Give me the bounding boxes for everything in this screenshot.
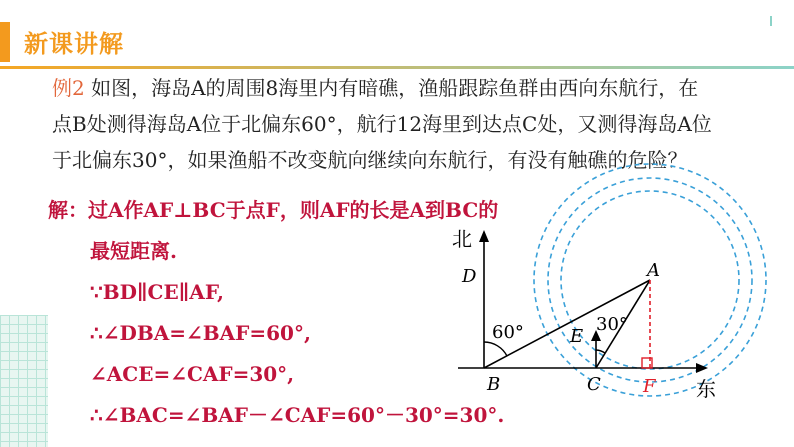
point-e-label: E bbox=[570, 326, 584, 347]
angle-60-label: 60° bbox=[492, 322, 524, 343]
point-a-label: A bbox=[647, 260, 660, 281]
section-title: 新课讲解 bbox=[24, 30, 124, 58]
solution-line-6: ∴∠BAC=∠BAF－∠CAF=60°－30°=30°. bbox=[90, 403, 505, 427]
point-f-label: F bbox=[643, 376, 656, 397]
north-label: 北 bbox=[452, 227, 472, 251]
point-d-label: D bbox=[462, 266, 477, 287]
problem-line-2: 点B处测得海岛A位于北偏东60°，航行12海里到达点C处，又测得海岛A位 bbox=[52, 112, 712, 136]
angle-30-label: 30° bbox=[596, 314, 628, 335]
point-c-label: C bbox=[587, 374, 601, 395]
solution-line-1: 解：过A作AF⊥BC于点F，则AF的长是A到BC的 bbox=[48, 198, 499, 222]
problem-label: 例2 bbox=[52, 76, 85, 100]
angle-arc-c bbox=[596, 350, 605, 353]
problem-text-1: 如图，海岛A的周围8海里内有暗礁，渔船跟踪鱼群由西向东航行，在 bbox=[84, 76, 699, 100]
solution-line-2: 最短距离. bbox=[90, 239, 177, 263]
solution-line-4: ∴∠DBA=∠BAF=60°, bbox=[90, 321, 311, 345]
point-b-label: B bbox=[487, 374, 501, 395]
north-arrow-icon bbox=[479, 230, 489, 242]
solution-line-5: ∠ACE=∠CAF=30°, bbox=[90, 362, 295, 386]
east-label: 东 bbox=[696, 377, 716, 401]
angle-arc-b bbox=[484, 342, 507, 356]
solution-line-3: ∵BD∥CE∥AF, bbox=[90, 280, 224, 304]
problem-line-3: 于北偏东30°，如果渔船不改变航向继续向东航行，有没有触礁的危险？ bbox=[52, 148, 688, 172]
